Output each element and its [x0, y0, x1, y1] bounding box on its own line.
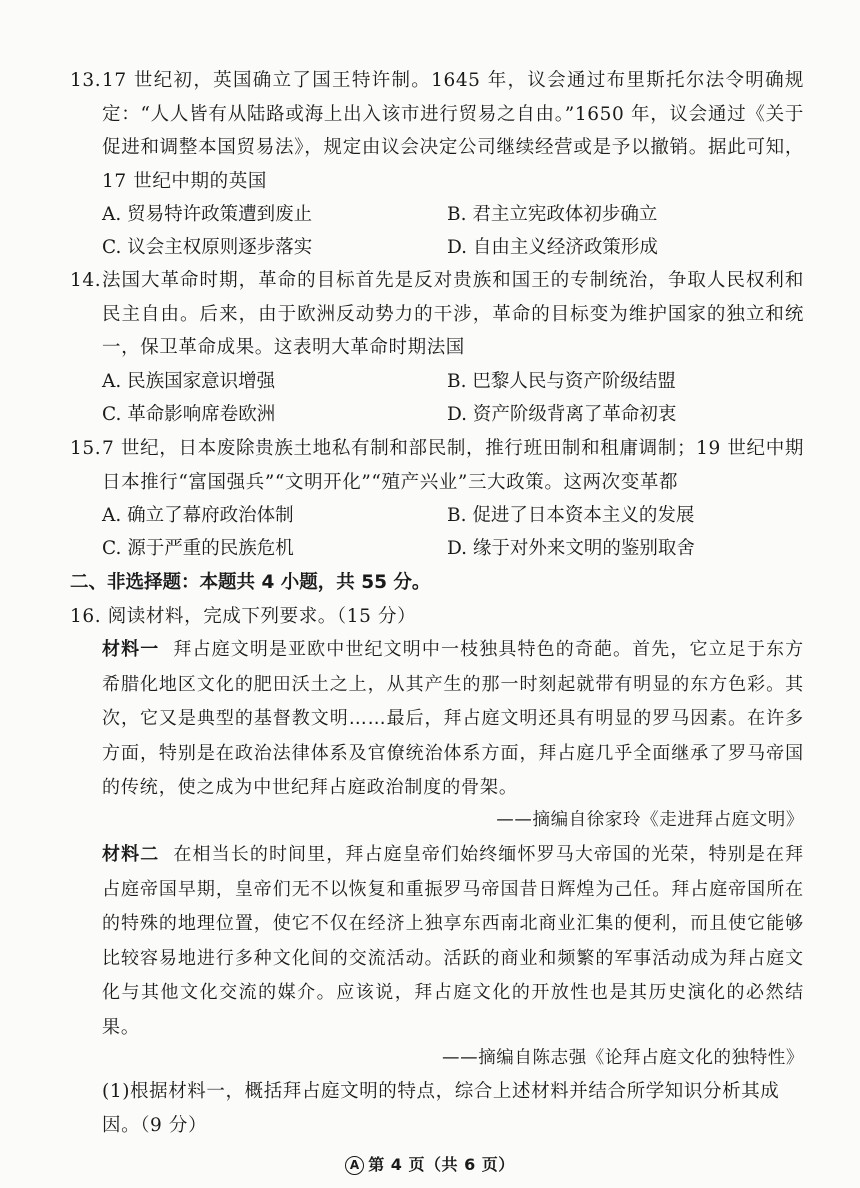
option-d: D. 缘于对外来文明的鉴别取舍 [447, 538, 695, 559]
question-text: 7 世纪，日本废除贵族土地私有制和部民制，推行班田制和租庸调制；19 世纪中期日本推行“富国强兵”“文明开化”“殖产兴业”三大政策。这两次变革都 [102, 438, 804, 493]
option-c: C. 革命影响席卷欧洲 [102, 404, 276, 425]
option-a: A. 确立了幕府政治体制 [102, 505, 294, 526]
material-label: 材料二 [102, 844, 160, 865]
material-text: 在相当长的时间里，拜占庭皇帝们始终缅怀罗马大帝国的光荣，特别是在拜占庭帝国早期，皇帝们无不以恢复和重振罗马帝国昔日辉煌为己任。拜占庭帝国所在的特殊的地理位置，使它不仅在经济上独享东西南北商业汇集的便利，而且使它能够比较容易地进行多种文化间的交流活动。活跃的商业和频繁的军事活动成为拜占庭文化与其他文化交流的媒介。应该说，拜占庭文化的开放性也是其历史演化的必然结果。 [102, 844, 804, 1038]
option-b: B. 巴黎人民与资产阶级结盟 [447, 371, 676, 392]
option-a: A. 贸易特许政策遭到废止 [102, 204, 313, 225]
option-d: D. 资产阶级背离了革命初衷 [447, 404, 677, 425]
question-number: 15. [70, 438, 102, 459]
material-one [102, 633, 804, 806]
option-d: D. 自由主义经济政策形成 [447, 237, 658, 258]
question-13-options [102, 198, 804, 264]
question-13 [70, 64, 804, 198]
question-14 [70, 264, 804, 365]
section-heading: 二、非选择题：本题共 4 小题，共 55 分。 [70, 572, 431, 593]
material-label: 材料一 [102, 639, 160, 660]
page-footer [0, 1152, 860, 1175]
question-text: 17 世纪初，英国确立了国王特许制。1645 年，议会通过布里斯托尔法令明确规定：“人人皆有从陆路或海上出入该市进行贸易之自由。”1650 年，议会通过《关于促进和调整本国贸易法》，规定由议会决定公司继续经营或是予以撤销。据此可知，17 世纪中期的英国 [102, 70, 804, 192]
question-14-options [102, 365, 804, 431]
material-two [102, 838, 804, 1045]
option-a: A. 民族国家意识增强 [102, 371, 276, 392]
material-one-source: ——摘编自徐家玲《走进拜占庭文明》 [496, 810, 804, 830]
question-number: 13. [70, 70, 102, 91]
option-b: B. 君主立宪政体初步确立 [447, 204, 658, 225]
option-c: C. 源于严重的民族危机 [102, 538, 294, 559]
material-two-source: ——摘编自陈志强《论拜占庭文化的独特性》 [442, 1048, 804, 1068]
question-number: 14. [70, 270, 102, 291]
sub-question-1: (1)根据材料一，概括拜占庭文明的特点，综合上述材料并结合所学知识分析其成因。（9 分） [102, 1081, 780, 1136]
question-15-options [102, 499, 804, 565]
page-number: 第 4 页（共 6 页） [368, 1155, 515, 1174]
paper-version-badge: A [345, 1156, 364, 1175]
option-c: C. 议会主权原则逐步落实 [102, 237, 313, 258]
option-b: B. 促进了日本资本主义的发展 [447, 505, 695, 526]
question-16-stem: 16. 阅读材料，完成下列要求。（15 分） [70, 606, 417, 627]
material-text: 拜占庭文明是亚欧中世纪文明中一枝独具特色的奇葩。首先，它立足于东方希腊化地区文化的肥田沃土之上，从其产生的那一时刻起就带有明显的东方色彩。其次，它又是典型的基督教文明……最后，拜占庭文明还具有明显的罗马因素。在许多方面，特别是在政治法律体系及官僚统治体系方面，拜占庭几乎全面继承了罗马帝国的传统，使之成为中世纪拜占庭政治制度的骨架。 [102, 639, 804, 798]
question-text: 法国大革命时期，革命的目标首先是反对贵族和国王的专制统治，争取人民权利和民主自由。后来，由于欧洲反动势力的干涉，革命的目标变为维护国家的独立和统一，保卫革命成果。这表明大革命时期法国 [102, 270, 804, 358]
question-15 [70, 432, 804, 499]
